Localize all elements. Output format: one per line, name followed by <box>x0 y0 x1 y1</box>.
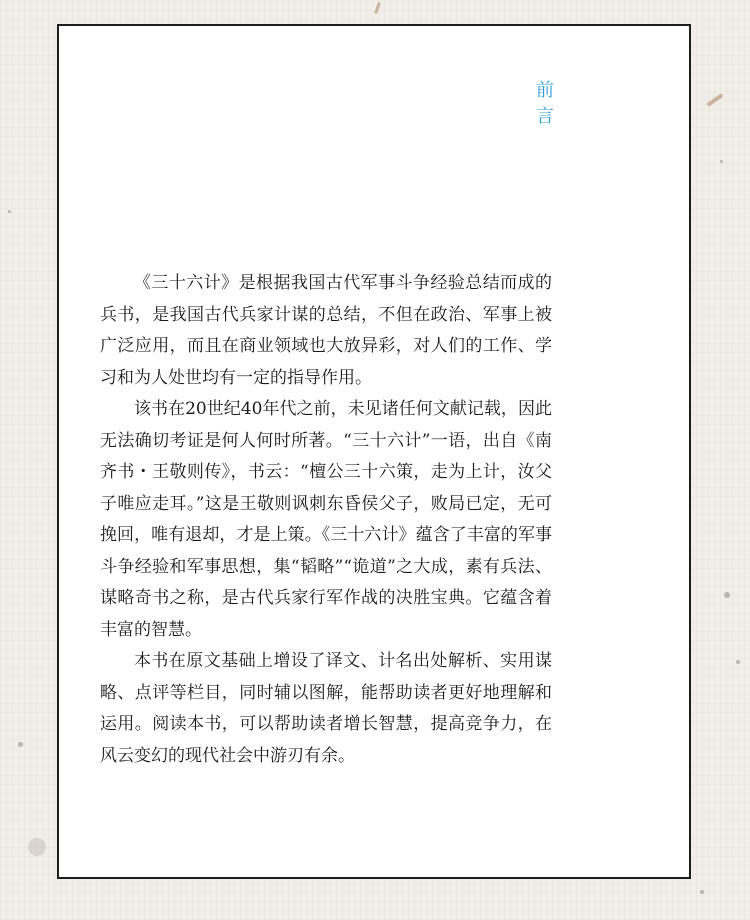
paper-fleck <box>8 210 11 213</box>
title-char: 前 <box>536 80 556 101</box>
paper-fleck <box>736 660 740 664</box>
paper-fleck <box>18 742 23 747</box>
paper-fleck <box>28 838 46 856</box>
paper-fleck <box>374 2 381 14</box>
page-title <box>534 78 558 130</box>
paper-fleck <box>706 93 723 107</box>
paragraph: 该书在20世纪40年代之前，未见诸任何文献记载，因此无法确切考证是何人何时所著。“三十六计”一语，出自《南齐书・王敬则传》，书云：“檀公三十六策，走为上计，汝父子唯应走耳。”这是王敬则讽刺东昏侯父子，败局已定，无可挽回，唯有退却，才是上策。《三十六计》蕴含了丰富的军事斗争经验和军事思想，集“韬略”“诡道”之大成，素有兵法、谋略奇书之称，是古代兵家行军作战的决胜宝典。它蕴含着丰富的智慧。 <box>100 399 552 640</box>
paragraph: 本书在原文基础上增设了译文、计名出处解析、实用谋略、点评等栏目，同时辅以图解，能帮助读者更好地理解和运用。阅读本书，可以帮助读者增长智慧，提高竞争力，在风云变幻的现代社会中游刃有余。 <box>100 651 552 766</box>
title-char: 言 <box>536 106 556 127</box>
paper-fleck <box>720 160 723 163</box>
paragraph: 《三十六计》是根据我国古代军事斗争经验总结而成的兵书，是我国古代兵家计谋的总结，不但在政治、军事上被广泛应用，而且在商业领域也大放异彩，对人们的工作、学习和为人处世均有一定的指导作用。 <box>100 273 552 388</box>
body-text <box>100 268 552 772</box>
paper-fleck <box>700 890 704 894</box>
paper-fleck <box>724 592 730 598</box>
